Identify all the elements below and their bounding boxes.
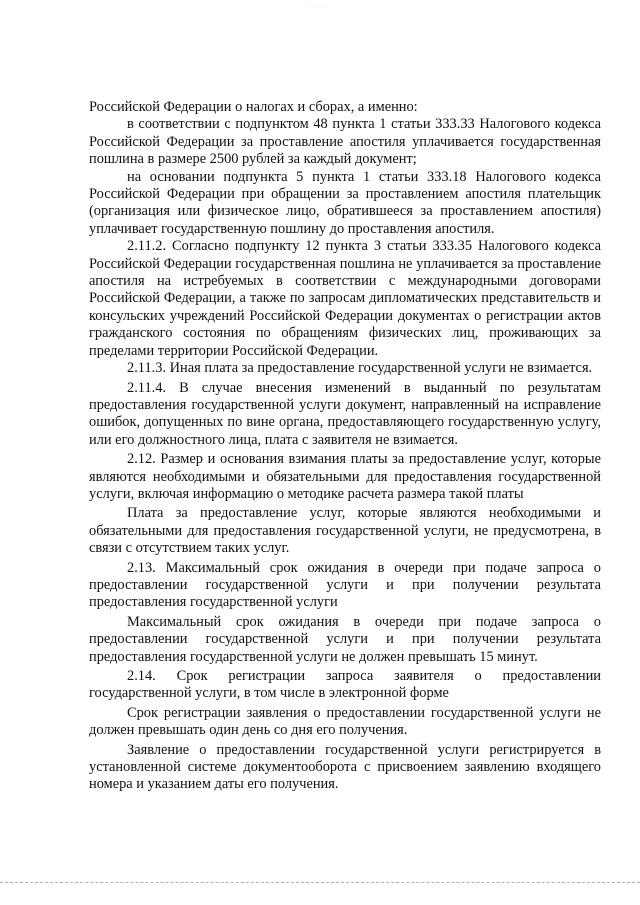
paragraph-continuation: Российской Федерации о налогах и сборах, а именно: (89, 99, 418, 115)
scan-bottom-edge (0, 882, 640, 884)
paragraph-2-11-3: 2.11.3. Иная плата за предоставление государственной услуги не взимается. (127, 360, 593, 377)
paragraph-2-14-text: Срок регистрации заявления о предоставлении государственной услуги не должен превышать один день со дня его получения. (89, 704, 601, 739)
paragraph-fee-payment: на основании подпункта 5 пункта 1 статьи 333.18 Налогового кодекса Российской Федерации при обращении за проставлением апостиля плательщик (организация или физическое лицо, обратившееся за проставлением апостиля) уплачивает государственную пошлину до проставления апостиля. (89, 168, 601, 237)
paragraph-2-13-text: Максимальный срок ожидания в очереди при подаче запроса о предоставлении государственной услуги и при получении результата предоставления государственной услуги не должен превышать 15 минут. (89, 613, 601, 665)
paragraph-2-13-heading: 2.13. Максимальный срок ожидания в очереди при подаче запроса о предоставлении государственной услуги и при получении результата предоставления государственной услуги (89, 559, 601, 611)
paragraph-fee-amount: в соответствии с подпунктом 48 пункта 1 статьи 333.33 Налогового кодекса Российской Федерации за проставление апостиля уплачивается государственная пошлина в размере 2500 рублей за каждый документ; (89, 116, 601, 168)
page-header-mark: · · ·· · · · · (300, 4, 340, 10)
paragraph-registration: Заявление о предоставлении государственной услуги регистрируется в установленной системе документооборота с присвоением заявлению входящего номера и указанием даты его получения. (89, 741, 601, 793)
paragraph-2-12-heading: 2.12. Размер и основания взимания платы за предоставление услуг, которые являются необходимыми и обязательными для предоставления государственной услуги, включая информацию о методике расчета размера такой платы (89, 451, 601, 502)
paragraph-2-11-2: 2.11.2. Согласно подпункту 12 пункта 3 статьи 333.35 Налогового кодекса Российской Федерации государственная пошлина не уплачивается за проставление апостиля на истребуемых в соответствии с международными договорами Российской Федерации, а также по запросам дипломатических представительств и консульских учреждений Российской Федерации документах о регистрации актов гражданского состояния по обращениям физических лиц, проживающих за пределами территории Российской Федерации. (89, 238, 601, 359)
document-body (89, 99, 601, 794)
paragraph-2-11-4: 2.11.4. В случае внесения изменений в выданный по результатам предоставления государственной услуги документ, направленный на исправление ошибок, допущенных по вине органа, предоставляющего государственную услугу, или его должностного лица, плата с заявителя не взимается. (89, 379, 601, 448)
paragraph-2-12-text: Плата за предоставление услуг, которые являются необходимыми и обязательными для предоставления государственной услуги, не предусмотрена, в связи с отсутствием таких услуг. (89, 505, 601, 557)
paragraph-2-14-heading: 2.14. Срок регистрации запроса заявителя о предоставлении государственной услуги, в том числе в электронной форме (89, 668, 601, 702)
